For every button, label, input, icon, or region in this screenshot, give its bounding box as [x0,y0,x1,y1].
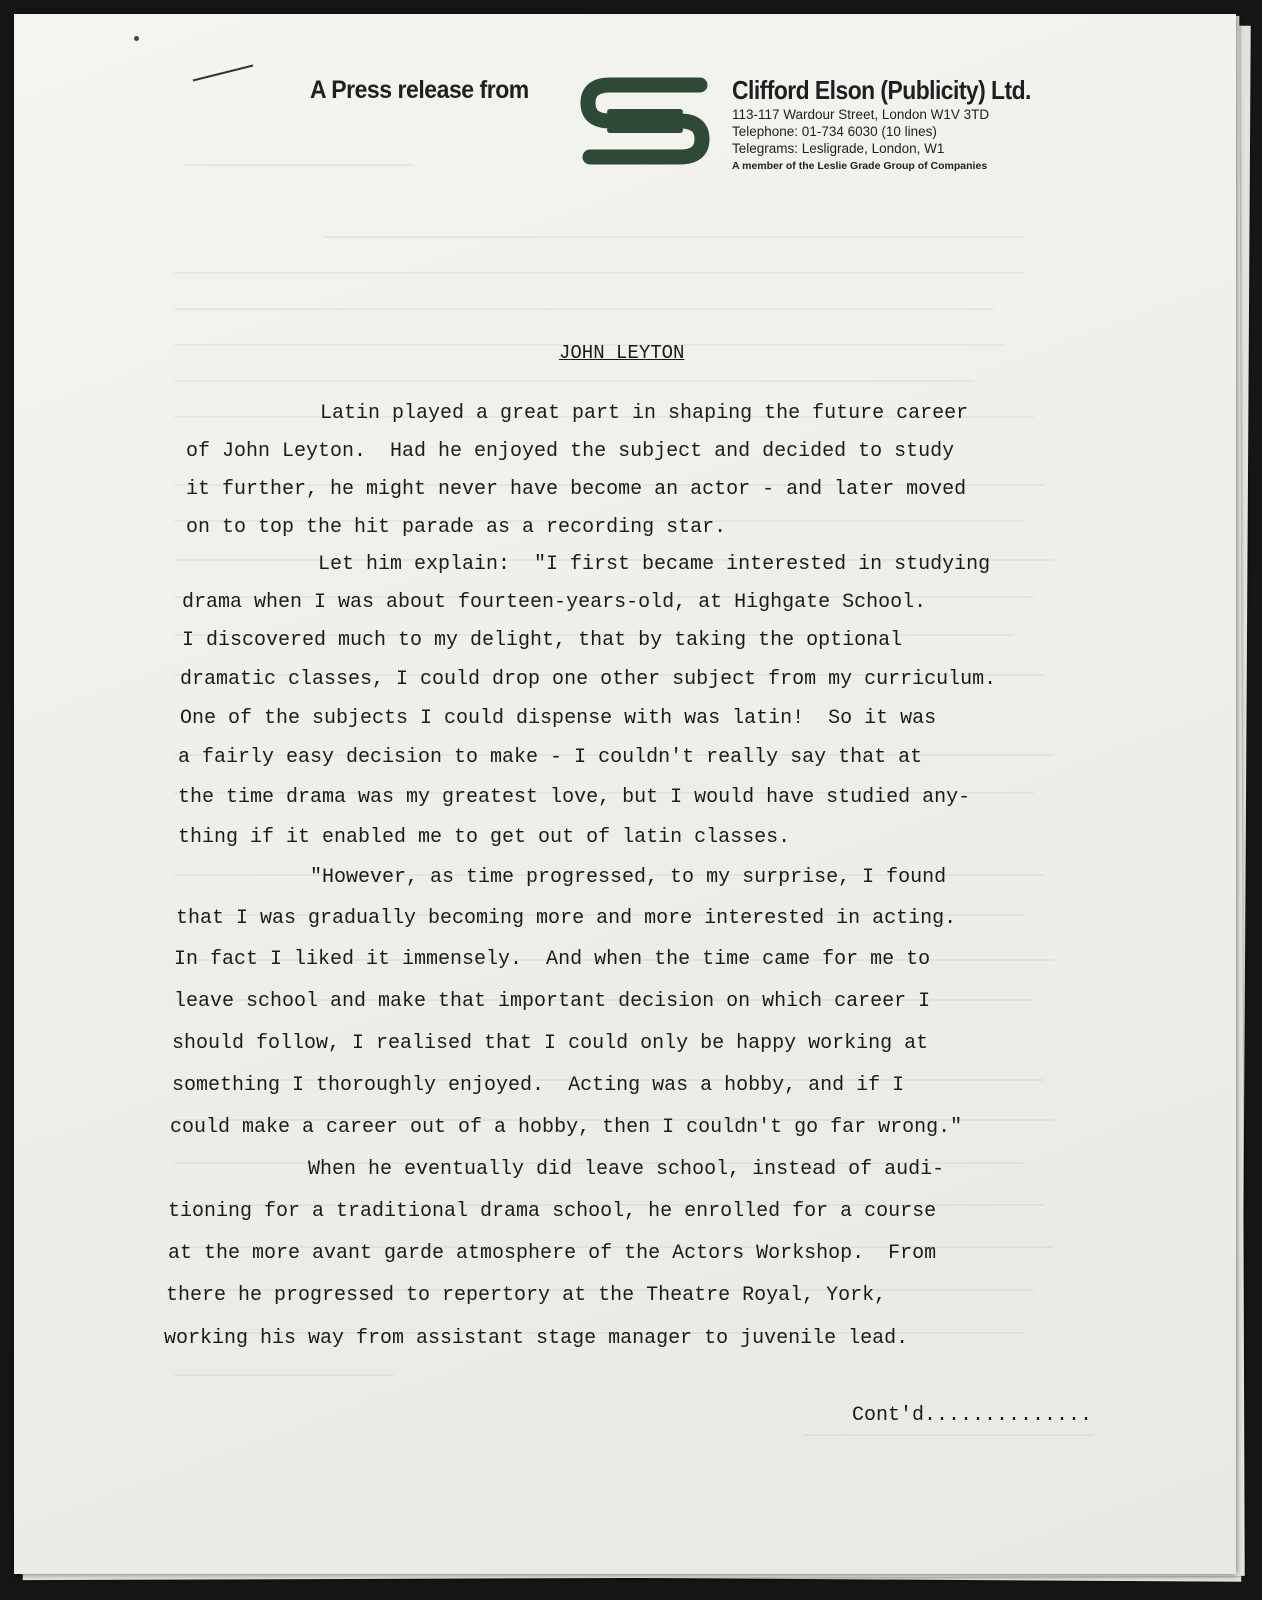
body-line: of John Leyton. Had he enjoyed the subject and decided to study [186,440,955,463]
body-line: tioning for a traditional drama school, he enrolled for a course [168,1200,937,1223]
body-line: dramatic classes, I could drop one other subject from my curriculum. [180,668,997,691]
company-address: 113-117 Wardour Street, London W1V 3TD [732,107,990,122]
body-line: a fairly easy decision to make - I couldn't really say that at [178,746,923,769]
press-release-page [14,14,1236,1574]
body-line: at the more avant garde atmosphere of the Actors Workshop. From [168,1242,937,1265]
body-line: In fact I liked it immensely. And when the time came for me to [174,948,931,971]
company-telegrams: Telegrams: Lesligrade, London, W1 [732,141,945,156]
body-line: thing if it enabled me to get out of latin classes. [178,826,791,849]
body-line: the time drama was my greatest love, but I would have studied any- [178,786,971,809]
body-line: something I thoroughly enjoyed. Acting was a hobby, and if I [172,1074,905,1097]
company-telephone: Telephone: 01-734 6030 (10 lines) [732,124,937,139]
body-line: Latin played a great part in shaping the future career [320,402,969,425]
company-name: Clifford Elson (Publicity) Ltd. [732,75,1031,105]
body-line: it further, he might never have become an actor - and later moved [186,478,967,501]
body-line: drama when I was about fourteen-years-old, at Highgate School. [182,591,927,614]
company-membership: A member of the Leslie Grade Group of Companies [732,160,988,172]
body-line: "However, as time progressed, to my surprise, I found [310,866,947,889]
body-line: there he progressed to repertory at the Theatre Royal, York, [166,1284,887,1307]
body-line: One of the subjects I could dispense with was latin! So it was [180,707,937,730]
body-line: Let him explain: "I first became interested in studying [318,553,991,576]
press-release-label: A Press release from [310,76,529,104]
body-line: working his way from assistant stage manager to juvenile lead. [164,1327,909,1350]
body-line: I discovered much to my delight, that by taking the optional [182,629,903,652]
body-line: that I was gradually becoming more and more interested in acting. [176,907,957,930]
body-line: When he eventually did leave school, instead of audi- [308,1158,945,1181]
document-title: JOHN LEYTON [559,342,685,364]
body-line: could make a career out of a hobby, then I couldn't go far wrong." [170,1116,963,1139]
body-line: should follow, I realised that I could only be happy working at [172,1032,929,1055]
body-line: leave school and make that important decision on which career I [174,990,931,1013]
body-line: on to top the hit parade as a recording star. [186,516,727,539]
continued-marker: Cont'd.............. [852,1404,1093,1427]
typed-body [14,14,1236,1574]
